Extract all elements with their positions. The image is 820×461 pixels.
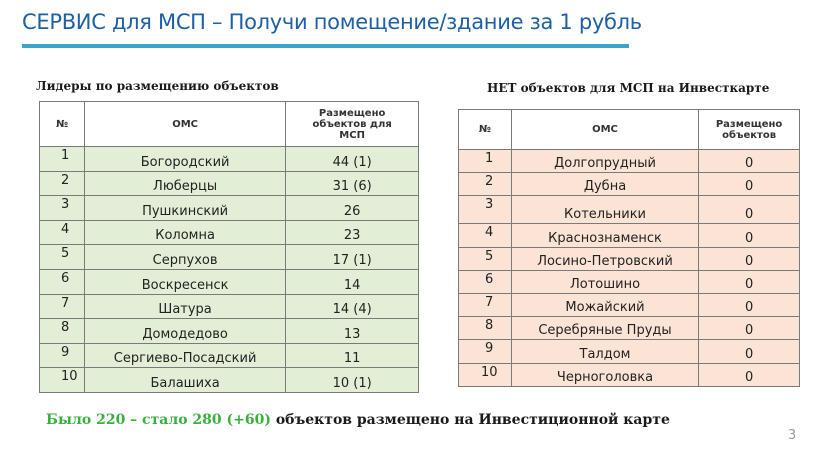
row-oms: Долгопрудный	[511, 150, 698, 173]
row-value: 14 (4)	[286, 294, 419, 319]
table-row	[40, 368, 419, 393]
table-row	[40, 220, 419, 245]
row-number: 8	[459, 317, 512, 340]
row-oms: Коломна	[84, 220, 285, 245]
row-number: 5	[40, 245, 85, 270]
column-header-oms: ОМС	[84, 102, 285, 147]
row-oms: Воскресенск	[84, 269, 285, 294]
row-value: 14	[286, 269, 419, 294]
row-value: 0	[699, 340, 800, 363]
row-number: 1	[459, 150, 512, 173]
row-value: 17 (1)	[286, 245, 419, 270]
row-oms: Сергиево-Посадский	[84, 343, 285, 368]
summary-text: объектов размещено на Инвестиционной карте	[270, 412, 670, 428]
leaders-caption: Лидеры по размещению объектов	[36, 79, 279, 93]
row-number: 2	[459, 173, 512, 196]
table-row	[459, 340, 800, 363]
table-row	[40, 319, 419, 344]
row-oms: Пушкинский	[84, 196, 285, 221]
column-header-placed: Размещено объектов	[699, 110, 800, 150]
row-value: 0	[699, 293, 800, 316]
table-row	[40, 294, 419, 319]
row-number: 2	[40, 171, 85, 196]
row-value: 0	[699, 173, 800, 196]
row-value: 10 (1)	[286, 368, 419, 393]
row-number: 6	[459, 270, 512, 293]
table-row	[459, 173, 800, 196]
row-value: 0	[699, 270, 800, 293]
no-objects-table	[458, 109, 800, 387]
table-row	[40, 196, 419, 221]
table-row	[459, 196, 800, 224]
row-oms: Можайский	[511, 293, 698, 316]
row-oms: Серебряные Пруды	[511, 317, 698, 340]
row-oms: Балашиха	[84, 368, 285, 393]
leaders-table	[39, 101, 419, 393]
row-number: 3	[40, 196, 85, 221]
column-header-oms: ОМС	[511, 110, 698, 150]
row-oms: Серпухов	[84, 245, 285, 270]
table-row	[459, 224, 800, 247]
summary-highlight: Было 220 – стало 280 (+60)	[46, 412, 271, 428]
row-number: 4	[459, 224, 512, 247]
row-value: 44 (1)	[286, 147, 419, 172]
row-value: 0	[699, 317, 800, 340]
row-value: 11	[286, 343, 419, 368]
title-underline	[22, 44, 629, 48]
row-value: 0	[699, 363, 800, 386]
row-number: 7	[40, 294, 85, 319]
row-oms: Краснознаменск	[511, 224, 698, 247]
page-number: 3	[788, 428, 797, 443]
row-value: 23	[286, 220, 419, 245]
row-oms: Шатура	[84, 294, 285, 319]
row-value: 13	[286, 319, 419, 344]
row-number: 4	[40, 220, 85, 245]
row-number: 8	[40, 319, 85, 344]
row-oms: Черноголовка	[511, 363, 698, 386]
row-number: 9	[459, 340, 512, 363]
table-header-row	[459, 110, 800, 150]
table-row	[459, 270, 800, 293]
row-oms: Лотошино	[511, 270, 698, 293]
summary-footer	[46, 412, 670, 428]
row-oms: Домодедово	[84, 319, 285, 344]
table-row	[40, 245, 419, 270]
table-header-row	[40, 102, 419, 147]
column-header-number: №	[40, 102, 85, 147]
column-header-placed: Размещено объектов для МСП	[286, 102, 419, 147]
row-number: 6	[40, 269, 85, 294]
no-objects-caption: НЕТ объектов для МСП на Инвесткарте	[487, 81, 770, 95]
table-row	[459, 317, 800, 340]
slide-title: СЕРВИС для МСП – Получи помещение/здание за 1 рубль	[22, 10, 642, 34]
row-number: 7	[459, 293, 512, 316]
row-value: 0	[699, 150, 800, 173]
row-value: 0	[699, 224, 800, 247]
row-oms: Богородский	[84, 147, 285, 172]
row-number: 10	[40, 368, 85, 393]
row-number: 1	[40, 147, 85, 172]
row-number: 5	[459, 247, 512, 270]
row-number: 3	[459, 196, 512, 224]
row-value: 0	[699, 247, 800, 270]
table-row	[40, 147, 419, 172]
row-oms: Котельники	[511, 196, 698, 224]
table-row	[459, 293, 800, 316]
table-row	[40, 269, 419, 294]
table-row	[459, 247, 800, 270]
row-value: 0	[699, 196, 800, 224]
row-number: 9	[40, 343, 85, 368]
row-oms: Дубна	[511, 173, 698, 196]
row-value: 31 (6)	[286, 171, 419, 196]
column-header-number: №	[459, 110, 512, 150]
row-oms: Люберцы	[84, 171, 285, 196]
table-row	[459, 363, 800, 386]
table-row	[459, 150, 800, 173]
row-number: 10	[459, 363, 512, 386]
table-row	[40, 343, 419, 368]
row-oms: Лосино-Петровский	[511, 247, 698, 270]
table-row	[40, 171, 419, 196]
row-value: 26	[286, 196, 419, 221]
row-oms: Талдом	[511, 340, 698, 363]
